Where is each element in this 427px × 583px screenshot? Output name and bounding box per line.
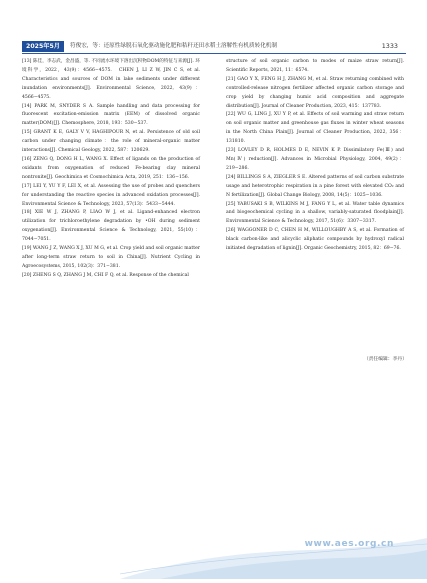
reference-item: [15] GRANT K E, GALY V V, HAGHIPOUR N, et al. Persistence of old soil carbon under changing climate：the role of mineral-organic matter interactions[J]. Chemical Geology, 2022, 587：120629. xyxy=(22,130,200,154)
header-divider xyxy=(22,53,406,54)
reference-item: [22] WU G, LING J, XU Y P, et al. Effects of soil warming and straw return on soil organic matter and greenhouse gas fluxes in winter wheat seasons in the North China Plain[J]. Journal of Cleaner Production, 2022, 356：131810. xyxy=(226,112,404,145)
reference-item: structure of soil organic carbon to modes of maize straw return[J]. Scientific Reports, 2021, 11：6574. xyxy=(226,59,404,73)
responsible-editor-note: （责任编辑：李丹） xyxy=(363,357,407,362)
reference-item: [19] WANG J Z, WANG X J, XU M G, et al. Crop yield and soil organic matter after long-term straw return to soil in China[J]. Nutrient Cycling in Agroecosystems, 2015, 102(3)：371−381. xyxy=(22,246,200,269)
running-title: 符俊宏，等：还原性绿脱石氧化驱动施化肥和秸秆还田水稻土溶解性有机质转化机制 xyxy=(70,43,277,49)
running-header xyxy=(22,41,406,52)
footer-wave-decoration xyxy=(120,530,427,579)
reference-item: [23] LOVLEY D R, HOLMES D E, NEVIN K P. Dissimilatory Fe(Ⅲ) and Mn(Ⅳ) reduction[J]. Advances in Microbial Physiology, 2004, 49(2)：219−286. xyxy=(226,148,404,171)
reference-item: [18] XIE W J, ZHANG P, LIAO W J, et al. Ligand-enhanced electron utilization for trichloroethylene degradation by •OH during sediment oxygenation[J]. Environmental Science & Technology, 2021, 55(10)：7044−7051. xyxy=(22,210,200,243)
issue-date-badge: 2025年5月 xyxy=(22,41,64,52)
references-left-column xyxy=(22,58,200,281)
journal-url[interactable]: www.aes.org.cn xyxy=(304,539,394,549)
reference-item: [13] 陈佳，李志武，金昌盛，等. 不同流水环境下溶出沉积物DOM的特征与来源[J]. 环境科学，2022，43(9)：4566−4575. CHEN J, LI Z W, JIN C S, et al. Characteristics and sources of DOM in lake sediments under different inundation environments[J]. Environmental Science, 2022, 43(9)：4566−4575. xyxy=(22,59,200,100)
reference-item: [21] GAO Y X, FENG H J, ZHANG M, et al. Straw returning combined with controlled-release nitrogen fertilizer affected organic carbon storage and crop yield by changing humic acid composition and aggregate distribution[J]. Journal of Cleaner Production, 2023, 415：137783. xyxy=(226,76,404,109)
references-right-column xyxy=(226,58,404,254)
reference-item: [17] LEI Y, YU Y F, LEI X, et al. Assessing the use of probes and quenchers for understanding the reactive species in advanced oxidation processes[J]. Environmental Science & Technology, 2023, 57(13)：5433−5444. xyxy=(22,183,200,207)
page-number: 1333 xyxy=(381,42,398,50)
reference-item: [24] BILLINGS S A, ZIEGLER S E. Altered patterns of soil carbon substrate usage and heterotrophic respiration in a pine forest with elevated CO₂ and N fertilization[J]. Global Change Biology, 2008, 14(5)：1025−1036. xyxy=(226,174,404,198)
wave-graphic xyxy=(120,530,427,579)
reference-item: [25] YABUSAKI S B, WILKINS M J, FANG Y L, et al. Water table dynamics and biogeochemical cycling in a shallow, variably-saturated floodplain[J]. Environmental Science & Technology, 2017, 51(6)：3307−3317. xyxy=(226,201,404,225)
reference-item: [16] ZENG Q, DONG H L, WANG X. Effect of ligands on the production of oxidants from oxygenation of reduced Fe-bearing clay mineral nontronite[J]. Geochimica et Cosmochimica Acta, 2019, 251：136−156. xyxy=(22,156,200,180)
reference-item: [26] WAGGONER D C, CHEN H M, WILLOUGHBY A S, et al. Formation of black carbon-like and alicyclic aliphatic compounds by hydroxyl radical initiated degradation of lignin[J]. Organic Geochemistry, 2015, 82：69−76. xyxy=(226,228,404,252)
reference-item: [14] PARK M, SNYDER S A. Sample handling and data processing for fluorescent excitation-emission matrix (EEM) of dissolved organic matter(DOM)[J]. Chemosphere, 2018, 193：530−537. xyxy=(22,103,200,127)
reference-item: [20] ZHENG S Q, ZHANG J M, CHI F Q, et al. Response of the chemical xyxy=(22,272,189,278)
